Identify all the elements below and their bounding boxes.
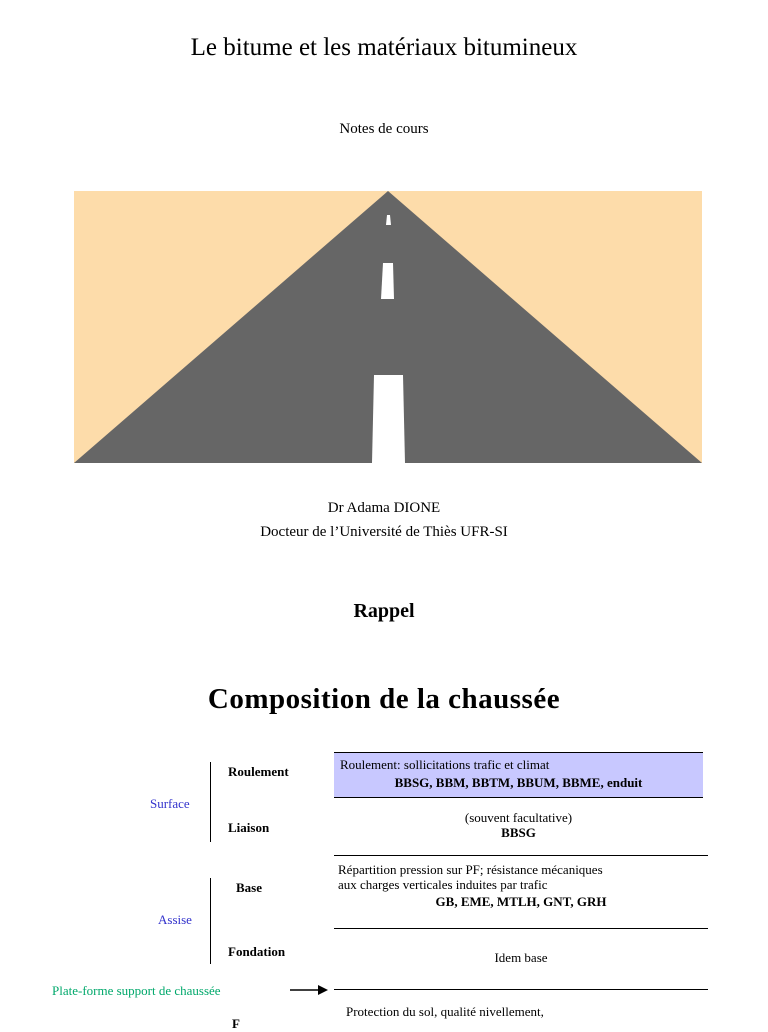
group-label-surface: Surface — [150, 796, 190, 811]
layer-label-roulement: Roulement — [228, 764, 289, 779]
layer-label-liaison: Liaison — [228, 820, 270, 835]
base-description-line2: aux charges verticales induites par trafic — [338, 877, 548, 892]
divider-base-fondation — [334, 928, 708, 929]
platform-label: Plate-forme support de chaussée — [52, 983, 221, 998]
bracket-surface — [210, 762, 211, 842]
forme-description: Protection du sol, qualité nivellement, — [346, 1004, 544, 1019]
bracket-assise — [210, 878, 211, 964]
liaison-description: (souvent facultative) — [464, 810, 573, 825]
liaison-materials — [334, 825, 703, 840]
arrow-right-icon — [290, 984, 330, 996]
platform-line — [334, 989, 708, 990]
base-materials-text: GB, EME, MTLH, GNT, GRH — [435, 894, 607, 909]
fondation-description: Idem base — [494, 950, 548, 965]
layer-label-forme: F — [232, 1016, 240, 1031]
author-name: Dr Adama DIONE — [327, 500, 441, 516]
base-materials — [334, 894, 708, 909]
road-marking — [372, 375, 405, 463]
roulement-description: Roulement: sollicitations trafic et climat — [340, 757, 550, 772]
slide-title: Composition de la chaussée — [207, 683, 561, 715]
author-affiliation: Docteur de l’Université de Thiès UFR-SI — [260, 524, 508, 540]
section-heading: Rappel — [353, 600, 415, 622]
road-illustration — [74, 191, 702, 463]
divider-surface-assise — [334, 855, 708, 856]
document-subtitle: Notes de cours — [339, 121, 429, 137]
base-description-line1: Répartition pression sur PF; résistance mécaniques — [338, 862, 603, 877]
group-label-assise: Assise — [158, 912, 192, 927]
layer-label-fondation: Fondation — [228, 944, 286, 959]
liaison-materials-text: BBSG — [501, 825, 536, 840]
road-marking — [381, 263, 394, 299]
roulement-materials — [334, 775, 703, 790]
document-title: Le bitume et les matériaux bitumineux — [190, 34, 578, 61]
layer-label-base: Base — [236, 880, 262, 895]
roulement-materials-text: BBSG, BBM, BBTM, BBUM, BBME, enduit — [394, 775, 643, 790]
